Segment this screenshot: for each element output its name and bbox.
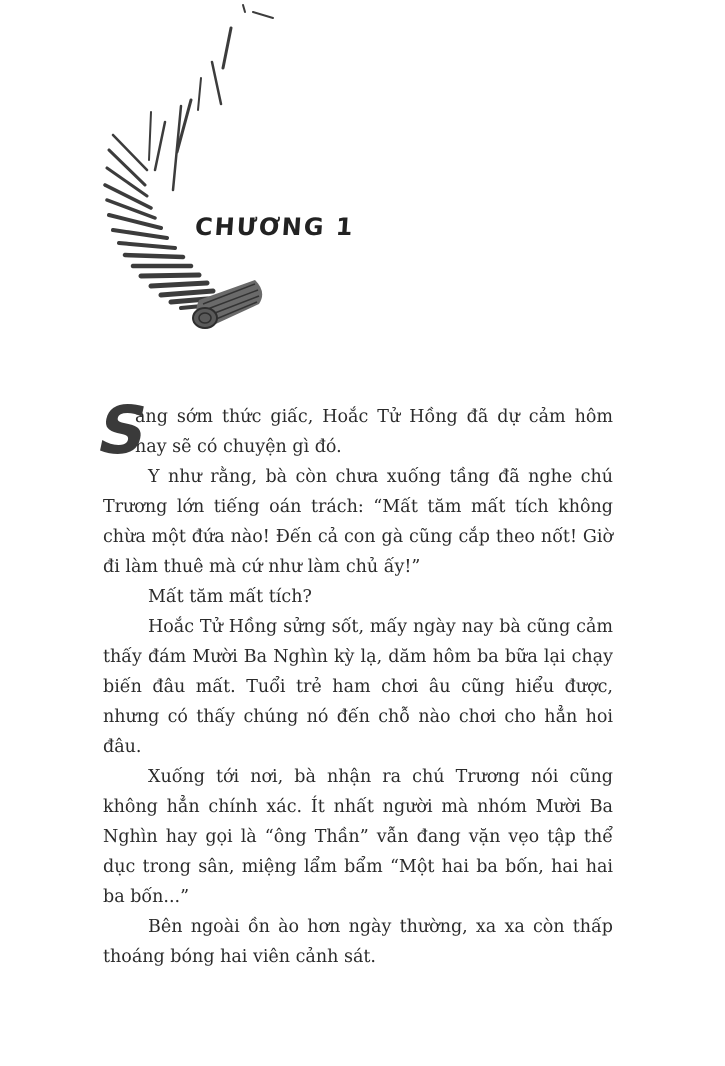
dropcap-box [90, 392, 155, 469]
paragraph-1 [90, 392, 613, 469]
paragraph-text: áng sớm thức giấc, Hoắc Tử Hồng đã dự cảm hôm nay sẽ có chuyện gì đó. [135, 407, 613, 457]
chapter-title: CHƯƠNG 1 [194, 213, 356, 241]
paragraph-4: Hoắc Tử Hồng sửng sốt, mấy ngày nay bà cũng cảm thấy đám Mười Ba Nghìn kỳ lạ, dăm hôm ba bữa lại chạy biến đâu mất. Tuổi trẻ ham chơi âu cũng hiểu được, nhưng có thấy chúng nó đến chỗ nào chơi cho hẳn hoi đâu. [103, 617, 613, 757]
paragraph-5: Xuống tới nơi, bà nhận ra chú Trương nói cũng không hẳn chính xác. Ít nhất người mà nhóm Mười Ba Nghìn hay gọi là “ông Thần” vẫn đang vặn vẹo tập thể dục trong sân, miệng lẩm bẩm “Một hai ba bốn, hai hai ba bốn...” [103, 767, 613, 907]
brush-swoosh-decoration [95, 0, 325, 345]
paragraph-2: Y như rằng, bà còn chưa xuống tầng đã nghe chú Trương lớn tiếng oán trách: “Mất tăm mất tích không chừa một đứa nào! Đến cả con gà cũng cắp theo nốt! Giờ đi làm thuê mà cứ như làm chủ ấy!” [103, 467, 613, 577]
paragraph-3: Mất tăm mất tích? [148, 587, 312, 607]
dropcap-letter: S [90, 392, 155, 469]
chapter-body [90, 392, 613, 972]
paragraph-6: Bên ngoài ồn ào hơn ngày thường, xa xa còn thấp thoáng bóng hai viên cảnh sát. [103, 917, 613, 967]
